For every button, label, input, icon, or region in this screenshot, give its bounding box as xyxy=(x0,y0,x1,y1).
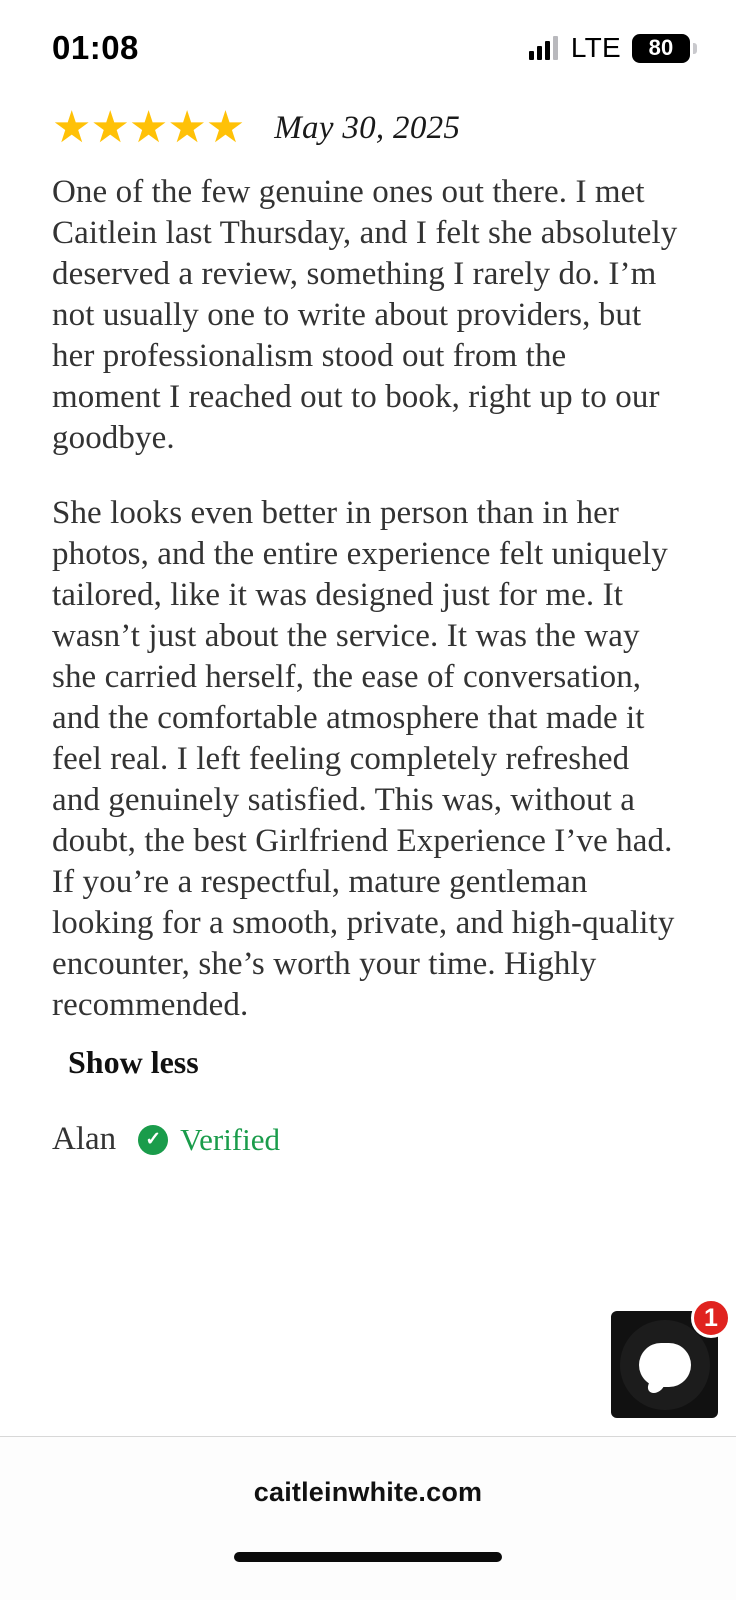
reviewer-row xyxy=(52,1121,682,1158)
home-indicator-area xyxy=(0,1548,736,1600)
status-time: 01:08 xyxy=(52,29,139,66)
cellular-signal-icon xyxy=(529,36,558,60)
reviewer-name: Alan xyxy=(52,1121,117,1157)
browser-address-bar[interactable] xyxy=(0,1436,736,1548)
status-bar xyxy=(0,0,736,96)
battery-level-label: 80 xyxy=(648,35,674,60)
star-rating-icon: ★★★★★ xyxy=(52,103,245,152)
network-type-label: LTE xyxy=(570,32,621,63)
review-date: May 30, 2025 xyxy=(274,109,461,146)
status-indicators xyxy=(529,32,690,64)
chat-unread-badge: 1 xyxy=(691,1298,731,1338)
review-paragraph: One of the few genuine ones out there. I met Caitlein last Thursday, and I felt she absolutely deserved a review, something I rarely do. I’m not usually one to write about providers, but her professionalism stood out from the moment I reached out to book, right up to our goodbye. xyxy=(52,174,678,456)
review-card xyxy=(0,96,736,1436)
chat-bubble-icon xyxy=(620,1320,710,1410)
show-less-toggle[interactable]: Show less xyxy=(68,1044,199,1080)
review-body xyxy=(52,172,682,1026)
site-url-label: caitleinwhite.com xyxy=(253,1477,483,1507)
check-circle-icon: ✓ xyxy=(138,1125,168,1155)
home-indicator[interactable] xyxy=(234,1552,502,1562)
status-badge xyxy=(138,1122,280,1158)
review-header xyxy=(52,96,682,150)
review-paragraph: She looks even better in person than in her photos, and the entire experience felt uniquely tailored, like it was designed just for me. It wasn’t just about the service. It was the way she carried herself, the ease of conversation, and the comfortable atmosphere that made it feel real. I left feeling completely refreshed and genuinely satisfied. This was, without a doubt, the best Girlfriend Experience I’ve had. If you’re a respectful, mature gentleman looking for a smooth, private, and high-quality encounter, she’s worth your time. Highly recommended. xyxy=(52,495,675,1023)
battery-icon xyxy=(632,34,690,63)
chat-widget-button[interactable] xyxy=(611,1303,718,1418)
verified-label: Verified xyxy=(180,1121,280,1157)
